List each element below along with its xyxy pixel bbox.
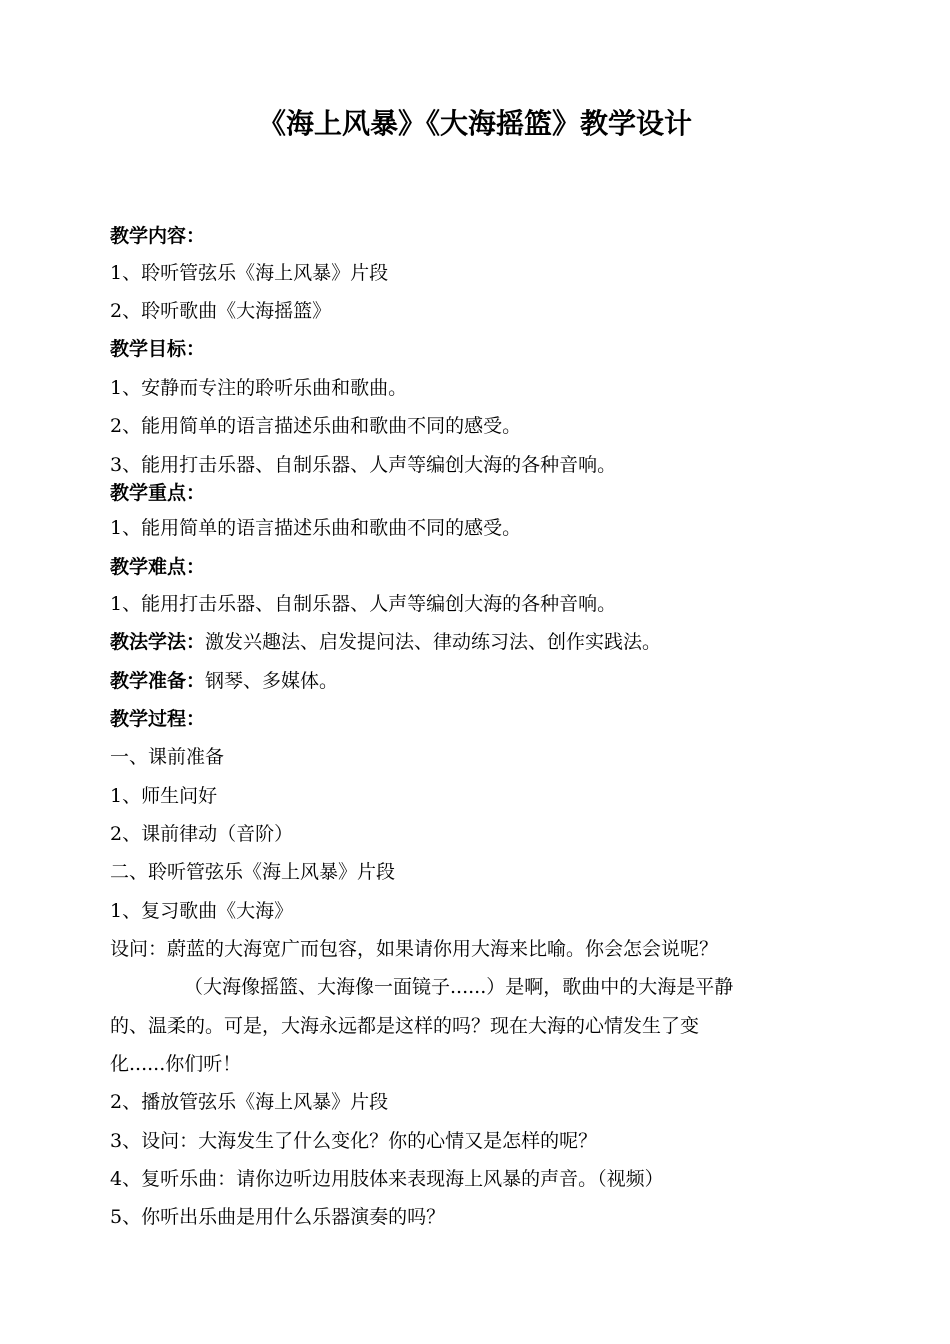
methods-line bbox=[110, 628, 661, 656]
process-line: 一、课前准备 bbox=[110, 746, 225, 768]
key-item: 1、能用简单的语言描述乐曲和歌曲不同的感受。 bbox=[110, 517, 522, 539]
process-line: 二、聆听管弦乐《海上风暴》片段 bbox=[110, 861, 396, 883]
goals-item: 2、能用简单的语言描述乐曲和歌曲不同的感受。 bbox=[110, 415, 522, 437]
methods-heading: 教法学法： bbox=[110, 631, 206, 653]
goals-item: 1、安静而专注的聆听乐曲和歌曲。 bbox=[110, 377, 408, 399]
difficulty-item: 1、能用打击乐器、自制乐器、人声等编创大海的各种音响。 bbox=[110, 593, 617, 615]
process-line: 3、设问：大海发生了什么变化？你的心情又是怎样的呢？ bbox=[110, 1130, 598, 1152]
process-line: 5、你听出乐曲是用什么乐器演奏的吗？ bbox=[110, 1206, 446, 1228]
process-line: 设问：蔚蓝的大海宽广而包容，如果请你用大海来比喻。你会怎会说呢？ bbox=[110, 938, 719, 960]
process-line: 4、复听乐曲：请你边听边用肢体来表现海上风暴的声音。（视频） bbox=[110, 1168, 664, 1190]
paragraph-line: （大海像摇篮、大海像一面镜子......）是啊，歌曲中的大海是平静 bbox=[184, 976, 734, 998]
content-heading: 教学内容： bbox=[110, 225, 206, 247]
process-line: 1、师生问好 bbox=[110, 785, 218, 807]
key-heading: 教学重点： bbox=[110, 482, 206, 504]
process-heading: 教学过程： bbox=[110, 708, 206, 730]
process-line: 2、播放管弦乐《海上风暴》片段 bbox=[110, 1091, 389, 1113]
paragraph-line: 的、温柔的。可是，大海永远都是这样的吗？现在大海的心情发生了变 bbox=[110, 1015, 700, 1037]
process-line: 2、课前律动（音阶） bbox=[110, 823, 294, 845]
process-line: 1、复习歌曲《大海》 bbox=[110, 900, 294, 922]
page-title: 《海上风暴》《大海摇篮》教学设计 bbox=[257, 107, 692, 140]
content-item: 2、聆听歌曲《大海摇篮》 bbox=[110, 300, 332, 322]
paragraph-line: 化......你们听！ bbox=[110, 1053, 242, 1075]
difficulty-heading: 教学难点： bbox=[110, 556, 206, 578]
prep-line bbox=[110, 667, 338, 695]
methods-text: 激发兴趣法、启发提问法、律动练习法、创作实践法。 bbox=[205, 631, 662, 653]
prep-heading: 教学准备： bbox=[110, 670, 206, 692]
goals-item: 3、能用打击乐器、自制乐器、人声等编创大海的各种音响。 bbox=[110, 454, 617, 476]
content-item: 1、聆听管弦乐《海上风暴》片段 bbox=[110, 262, 389, 284]
prep-text: 钢琴、多媒体。 bbox=[205, 670, 339, 692]
goals-heading: 教学目标： bbox=[110, 338, 206, 360]
